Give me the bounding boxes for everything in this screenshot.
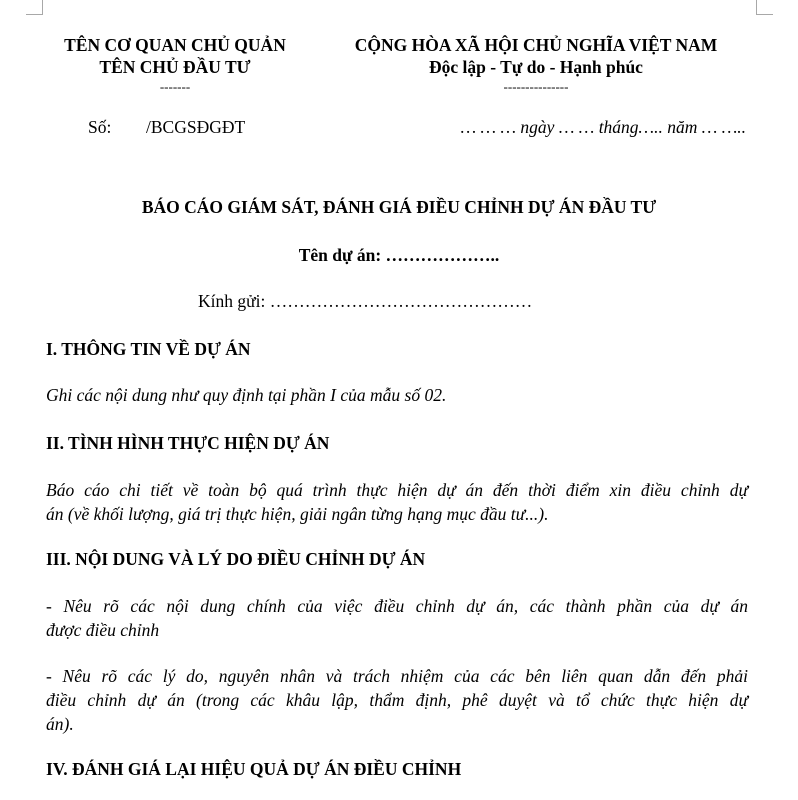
section-2-text-line-2: án (về khối lượng, giá trị thực hiện, giải ngân từng hạng mục đầu tư...). xyxy=(46,504,549,524)
margin-corner-mark-right xyxy=(756,0,757,14)
section-3-bullet-2-line-2: điều chỉnh dự án (trong các khâu lập, thẩm định, phê duyệt và tổ chức thực hiện dự xyxy=(46,690,748,710)
national-motto: Độc lập - Tự do - Hạnh phúc xyxy=(429,57,643,77)
report-title: BÁO CÁO GIÁM SÁT, ĐÁNH GIÁ ĐIỀU CHỈNH DỰ ÁN ĐẦU TƯ xyxy=(141,197,657,217)
margin-corner-mark-left xyxy=(42,0,43,14)
agency-name: TÊN CƠ QUAN CHỦ QUẢN xyxy=(64,35,286,55)
section-2-text-line-1: Báo cáo chi tiết về toàn bộ quá trình thực hiện dự án đến thời điểm xin điều chỉnh dự xyxy=(46,480,748,500)
section-heading-1: I. THÔNG TIN VỀ DỰ ÁN xyxy=(46,339,251,359)
project-name: Tên dự án: ……………….. xyxy=(298,245,500,265)
section-3-bullet-1-line-1: - Nêu rõ các nội dung chính của việc điều chỉnh dự án, các thành phần của dự án xyxy=(46,596,748,616)
section-heading-2: II. TÌNH HÌNH THỰC HIỆN DỰ ÁN xyxy=(46,433,330,453)
right-separator: --------------- xyxy=(503,79,569,94)
margin-corner-mark-right-h xyxy=(756,14,773,15)
section-3-bullet-2-line-3: án). xyxy=(46,714,74,734)
margin-corner-mark-left-h xyxy=(26,14,43,15)
section-3-bullet-2-line-1: - Nêu rõ các lý do, nguyên nhân và trách nhiệm của các bên liên quan dẫn đến phải xyxy=(46,666,748,686)
section-3-bullet-1-line-2: được điều chỉnh xyxy=(46,620,160,640)
left-separator: ------- xyxy=(159,79,191,94)
investor-name: TÊN CHỦ ĐẦU TƯ xyxy=(99,57,251,77)
recipient-line: Kính gửi: ……………………………………… xyxy=(198,291,533,311)
section-heading-4: IV. ĐÁNH GIÁ LẠI HIỆU QUẢ DỰ ÁN ĐIỀU CHỈNH xyxy=(46,759,462,779)
section-heading-3: III. NỘI DUNG VÀ LÝ DO ĐIỀU CHỈNH DỰ ÁN xyxy=(46,549,426,569)
document-number-code: /BCGSĐGĐT xyxy=(146,117,246,137)
document-date: … … … ngày … … tháng….. năm … ….. xyxy=(460,117,746,137)
section-1-text: Ghi các nội dung như quy định tại phần I của mẫu số 02. xyxy=(46,385,447,405)
document-number-label: Số: xyxy=(88,117,112,137)
national-title: CỘNG HÒA XÃ HỘI CHỦ NGHĨA VIỆT NAM xyxy=(354,35,718,55)
